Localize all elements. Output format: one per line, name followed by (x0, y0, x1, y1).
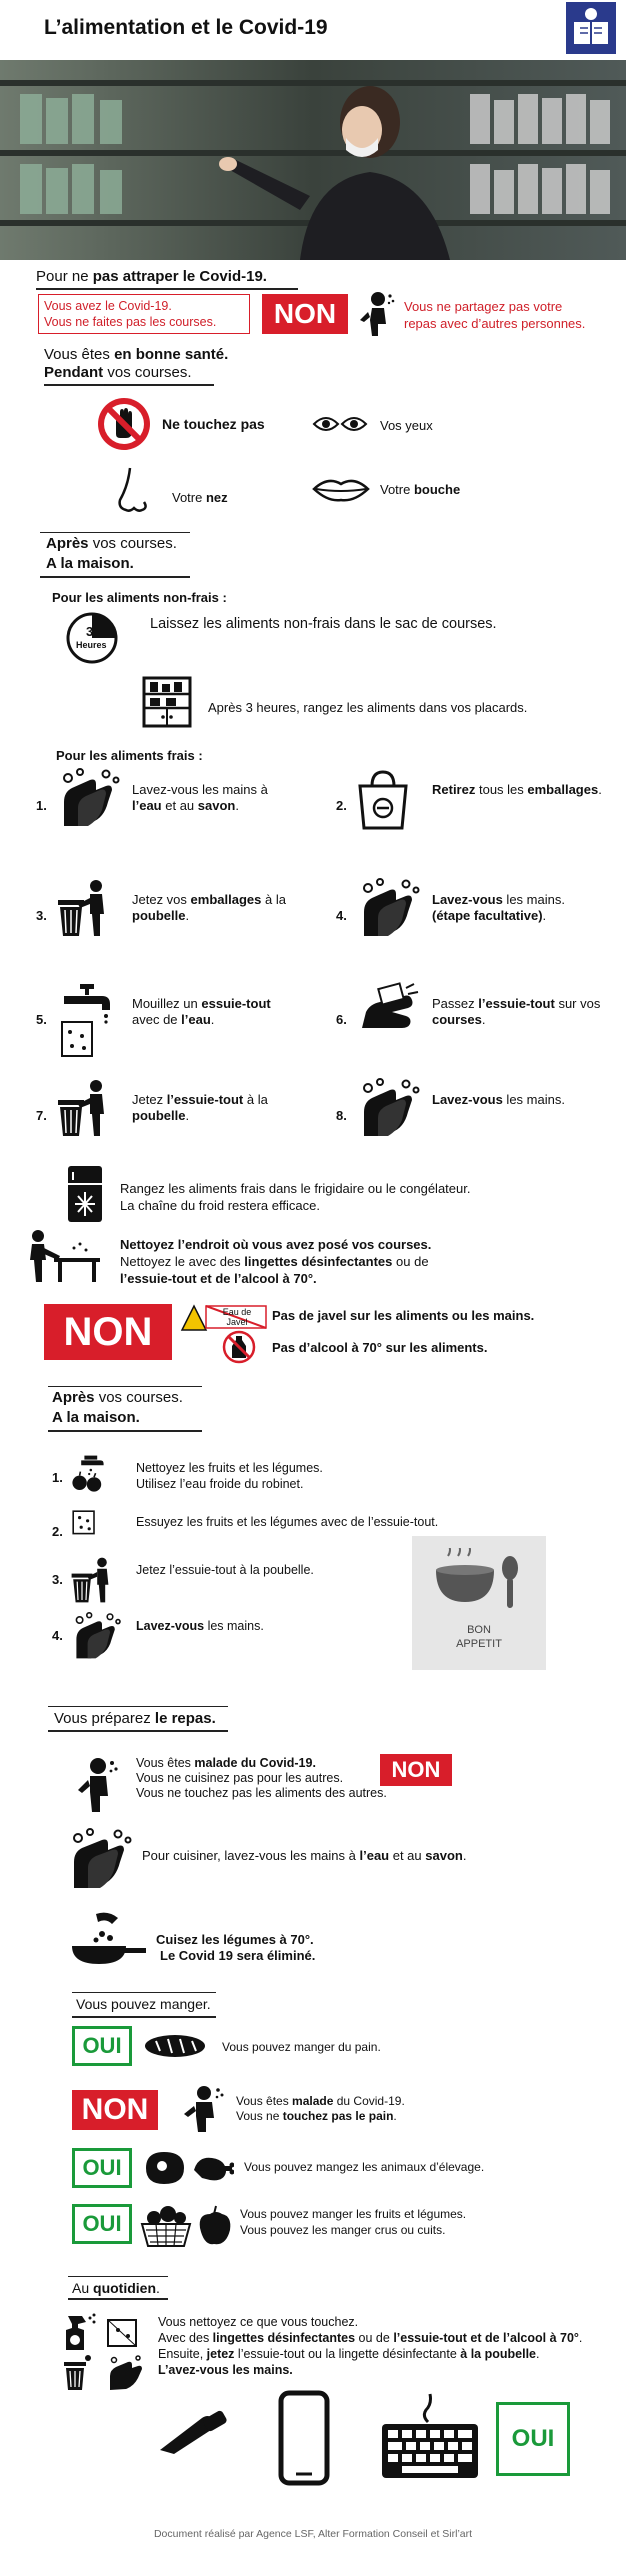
step-number: 2. (52, 1524, 63, 1539)
meat-icon (142, 2148, 234, 2188)
trash-bin-icon (70, 1556, 113, 1604)
non-badge: NON (262, 294, 348, 334)
eat-fruit-text (240, 2206, 466, 2238)
faucet-icon (56, 982, 116, 1058)
step-text-bold2: emballages (527, 782, 599, 797)
paper-towel-icon (70, 1508, 99, 1537)
red-right-line2: repas avec d’autres personnes. (404, 316, 586, 331)
after2-step-line1-text: les mains. (204, 1619, 264, 1633)
red-right-line1: Vous ne partagez pas votre (404, 299, 563, 314)
wipe-hand-icon (356, 982, 420, 1032)
step-text-bold2: courses (432, 1012, 482, 1027)
oui-badge-bread: OUI (72, 2026, 132, 2066)
step-text (132, 1092, 292, 1124)
eat-sick-post: du Covid-19. (333, 2094, 405, 2108)
step-text-pre: Passez (432, 996, 479, 1011)
step-text (132, 996, 292, 1028)
supermarket-shopper-photo (0, 60, 626, 260)
after1-title-bold: Après (46, 535, 89, 552)
step-number: 4. (336, 908, 347, 923)
red-right-text (404, 298, 585, 332)
page-title: L’alimentation et le Covid-19 (44, 16, 328, 39)
intro-title-underline (36, 288, 298, 290)
spray-bottle-icon (60, 2312, 100, 2352)
meal-cook-pre: Pour cuisiner, lavez-vous les mains à (142, 1848, 360, 1863)
bon-appetit-line2: APPETIT (456, 1638, 502, 1650)
fruit-washing-icon (70, 1454, 110, 1492)
eat-sick-line2-post: . (393, 2109, 397, 2123)
nose-icon (116, 466, 150, 516)
step-text (432, 1092, 602, 1108)
meal-veg-line1: Cuisez les légumes à 70°. (156, 1932, 314, 1947)
cleaning-table-icon (26, 1228, 104, 1284)
oui-badge-meat: OUI (72, 2148, 132, 2188)
step-text (432, 892, 602, 924)
meal-cook-bold1: l’eau (359, 1848, 390, 1863)
step-text-mid: et au (161, 798, 198, 813)
step-text-bold2: (étape facultative) (432, 908, 543, 923)
daily-line2-mid: ou de (355, 2331, 394, 2345)
clean-line1: Nettoyez l’endroit où vous avez posé vos courses. (120, 1237, 432, 1252)
bon-appetit-line1: BON (467, 1624, 491, 1636)
coughing-person-icon (180, 2084, 226, 2134)
step-text-bold1: essuie-tout (201, 996, 271, 1011)
after1-title-post: vos courses. (88, 535, 177, 552)
eat-sick-line2-bold: touchez pas le pain (282, 2109, 394, 2123)
daily-line3-mid: l’essuie-tout ou la lingette désinfectante (234, 2347, 461, 2361)
soup-bowl-icon (434, 1548, 524, 1612)
after-title-2 (52, 1388, 183, 1428)
eat-sick-pre: Vous êtes (236, 2094, 293, 2108)
after1-title2: A la maison. (46, 555, 134, 572)
eat-non-badge: NON (72, 2090, 158, 2130)
step-text-mid: tous les (475, 782, 528, 797)
eat-meat-text: Vous pouvez mangez les animaux d’élevage. (244, 2160, 485, 2174)
after2-step-line1-text: Jetez l’essuie-tout à la poubelle. (136, 1563, 314, 1577)
hand-washing-icon (70, 1612, 121, 1660)
after2-underline-b (48, 1430, 202, 1432)
after2-step-text (136, 1514, 556, 1530)
fridge-line1: Rangez les aliments frais dans le frigidaire ou le congélateur. (120, 1181, 471, 1196)
after2-title-bold: Après (52, 1389, 95, 1406)
fruit-basket-icon (138, 2200, 234, 2248)
eat-sick-line2-pre: Vous ne (236, 2109, 283, 2123)
red-left-box (38, 294, 250, 334)
fresh-title: Pour les aliments frais : (56, 748, 203, 763)
after-title-1 (46, 534, 177, 574)
stop-hand-icon (96, 396, 152, 452)
trash-bin-icon (56, 878, 110, 938)
bon-appetit-card (412, 1536, 546, 1670)
step-number: 7. (36, 1108, 47, 1123)
warning-line2: Pas d’alcool à 70° sur les aliments. (272, 1340, 488, 1355)
clean-line2-bold: lingettes désinfectantes (244, 1254, 393, 1269)
step-text-bold1: emballages (190, 892, 262, 907)
eat-fruit-line2: Vous pouvez les manger crus ou cuits. (240, 2223, 446, 2237)
clean-line2-pre: Nettoyez le avec des (120, 1254, 245, 1269)
meal-sick-line2: Vous ne cuisinez pas pour les autres. (136, 1771, 344, 1785)
hand-washing-icon (356, 1078, 420, 1138)
hand-washing-icon (356, 878, 420, 938)
step-text-bold1: Lavez-vous (432, 1092, 503, 1107)
after2-step-line1 (136, 1460, 556, 1476)
clock-icon (66, 612, 118, 664)
eat-underline-a (72, 1992, 216, 1993)
nonfresh-text: Laissez les aliments non-frais dans le sac de courses. (150, 616, 497, 632)
step-text-mid: les mains. (502, 1092, 565, 1107)
after1-underline-b (40, 576, 190, 578)
after2-step-line1-text: Essuyez les fruits et les légumes avec de l’essuie-tout. (136, 1515, 439, 1529)
daily-title (72, 2280, 160, 2296)
step-text-mid: sur vos (554, 996, 601, 1011)
step-number: 8. (336, 1108, 347, 1123)
nose-label-pre: Votre (172, 490, 206, 505)
health-line1-bold: en bonne santé. (114, 346, 229, 363)
meal-cook-text (142, 1848, 466, 1863)
mouth-label (380, 482, 460, 497)
step-number: 2. (336, 798, 347, 813)
header (0, 0, 626, 60)
eat-sick-bold: malade (292, 2094, 334, 2108)
after2-step-line1-text: Nettoyez les fruits et les légumes. (136, 1461, 323, 1475)
warning-line1: Pas de javel sur les aliments ou les mains. (272, 1308, 535, 1323)
daily-title-post: . (156, 2280, 160, 2296)
mouth-label-bold: bouche (413, 482, 461, 497)
after2-step-text (136, 1460, 556, 1492)
red-left-line1: Vous avez le Covid-19. (44, 299, 172, 313)
meal-sick-pre: Vous êtes (136, 1756, 195, 1770)
step-text-bold2: poubelle (132, 1108, 186, 1123)
meal-veg-line2: Le Covid 19 sera éliminé. (160, 1948, 316, 1963)
eat-title: Vous pouvez manger. (76, 1996, 211, 2012)
step-number: 5. (36, 1012, 47, 1027)
health-line1-pre: Vous êtes (44, 346, 115, 363)
daily-line1: Vous nettoyez ce que vous touchez. (158, 2315, 359, 2329)
red-left-line2: Vous ne faites pas les courses. (44, 315, 217, 329)
step-text-bold2: poubelle (132, 908, 186, 923)
daily-underline-a (68, 2276, 168, 2277)
trash-bin-icon (60, 2354, 94, 2392)
nonfresh-title: Pour les aliments non-frais : (52, 590, 227, 605)
after2-step-line1-bold: Lavez-vous (136, 1619, 205, 1633)
step-text-mid: à la (243, 1092, 268, 1107)
no-touch-label: Ne touchez pas (162, 416, 265, 432)
step-text-post: . (235, 798, 239, 813)
warning-non-badge: NON (44, 1304, 172, 1360)
health-line2-post: vos courses. (103, 364, 192, 381)
health-line2-bold: Pendant (44, 364, 104, 381)
daily-title-bold: quotidien (93, 2280, 157, 2296)
step-text-bold2: l’eau (181, 1012, 211, 1027)
nose-label (172, 490, 228, 505)
cooking-pan-icon (66, 1910, 146, 1970)
after2-title2: A la maison. (52, 1409, 140, 1426)
mouth-label-pre: Votre (380, 482, 414, 497)
hand-washing-icon (64, 1826, 134, 1892)
step-number: 4. (52, 1628, 63, 1643)
javel-tag: Eau de Javel (222, 1307, 252, 1327)
hand-washing-icon (104, 2354, 144, 2392)
meal-sick-text (136, 1756, 387, 1801)
mouth-icon (312, 476, 370, 502)
step-text-bold2: savon (197, 798, 236, 813)
bleach-warning-icon (180, 1302, 270, 1332)
easy-to-read-logo-icon (566, 2, 616, 54)
daily-underline-b (68, 2298, 168, 2300)
meal-veg-text (156, 1932, 315, 1964)
eat-bread-text: Vous pouvez manger du pain. (222, 2040, 381, 2054)
nose-label-bold: nez (205, 490, 228, 505)
daily-title-pre: Au (72, 2280, 94, 2296)
hand-washing-icon (56, 768, 120, 828)
meal-sick-line3: Vous ne touchez pas les aliments des autres. (136, 1786, 387, 1800)
intro-title-pre: Pour ne (36, 268, 93, 285)
daily-line2-post: . (578, 2331, 583, 2345)
after2-step-line2: Utilisez l’eau froide du robinet. (136, 1477, 304, 1491)
trash-bin-icon (56, 1078, 110, 1138)
eyes-icon (312, 412, 368, 436)
phone-icon (278, 2390, 330, 2486)
coughing-person-icon (356, 290, 396, 338)
eat-underline-b (72, 2016, 216, 2018)
eat-sick-text (236, 2094, 405, 2124)
after1-underline-a (40, 532, 190, 533)
step-text-mid: avec de (132, 1012, 182, 1027)
step-text-post: . (185, 1108, 190, 1123)
after2-title-post: vos courses. (94, 1389, 183, 1406)
fridge-line2: La chaîne du froid restera efficace. (120, 1198, 320, 1213)
meal-non-badge: NON (380, 1754, 452, 1786)
step-number: 3. (52, 1572, 63, 1587)
step-text-post: . (185, 908, 190, 923)
health-title (44, 346, 228, 382)
no-alcohol-icon (222, 1330, 256, 1364)
coughing-person-icon (74, 1756, 120, 1814)
intro-title (36, 268, 267, 285)
clean-line2-post: ou de (392, 1254, 429, 1269)
meal-cook-post: . (462, 1848, 467, 1863)
clock-label: Heures (76, 640, 107, 650)
step-text (432, 996, 602, 1028)
daily-line3-bold1: jetez (206, 2347, 235, 2361)
meal-underline-b (48, 1730, 228, 1732)
step-text-bold1: Retirez (432, 782, 476, 797)
meal-title (54, 1710, 216, 1727)
cupboard-icon (142, 676, 192, 730)
step-text-post: . (598, 782, 602, 797)
health-underline (44, 384, 214, 386)
step-text-pre: Jetez vos (132, 892, 191, 907)
clock-number: 3 (86, 624, 94, 639)
step-text-post: . (542, 908, 547, 923)
step-text-pre: Mouillez un (132, 996, 202, 1011)
fridge-icon (66, 1164, 104, 1224)
shopping-bag-icon (356, 768, 410, 830)
step-text-mid: à la (261, 892, 286, 907)
keyboard-icon (378, 2392, 482, 2482)
step-text-bold1: Lavez-vous (432, 892, 503, 907)
step-number: 6. (336, 1012, 347, 1027)
step-text-bold1: l’essuie-tout (166, 1092, 244, 1107)
step-text-bold1: l’eau (132, 798, 162, 813)
step-text-post: . (481, 1012, 486, 1027)
clean-line3: l’essuie-tout et de l’alcool à 70°. (120, 1271, 317, 1286)
meal-sick-bold: malade du Covid-19. (194, 1756, 316, 1770)
bread-icon (144, 2034, 206, 2058)
daily-line3-post: . (536, 2347, 540, 2361)
meal-cook-mid: et au (389, 1848, 426, 1863)
after2-underline-a (48, 1386, 202, 1387)
step-text-mid: les mains. (502, 892, 565, 907)
daily-line3-bold2: à la poubelle (460, 2347, 536, 2361)
daily-text (158, 2314, 608, 2378)
step-text (132, 892, 292, 924)
eyes-label: Vos yeux (380, 418, 433, 433)
daily-line2-bold2: l’essuie-tout et de l’alcool à 70° (393, 2331, 579, 2345)
meal-title-pre: Vous préparez (54, 1710, 155, 1727)
step-text-bold1: l’essuie-tout (478, 996, 555, 1011)
step-number: 1. (52, 1470, 63, 1485)
step-text (132, 782, 292, 814)
daily-line2-bold1: lingettes désinfectantes (212, 2331, 356, 2345)
eat-fruit-line1: Vous pouvez manger les fruits et légumes. (240, 2207, 467, 2221)
oui-badge-fruit: OUI (72, 2204, 132, 2244)
daily-oui-badge: OUI (496, 2402, 570, 2476)
step-number: 1. (36, 798, 47, 813)
step-text (432, 782, 602, 798)
step-text-pre: Jetez (132, 1092, 167, 1107)
fridge-text (120, 1180, 470, 1214)
door-handle-icon (156, 2410, 228, 2456)
step-number: 3. (36, 908, 47, 923)
paper-towel-icon (104, 2316, 140, 2350)
daily-line2-pre: Avec des (158, 2331, 213, 2345)
intro-title-bold: pas attraper le Covid-19. (92, 268, 267, 285)
clean-text (120, 1236, 431, 1287)
cupboard-text: Après 3 heures, rangez les aliments dans vos placards. (208, 700, 528, 715)
daily-line4: L’avez-vous les mains. (158, 2363, 293, 2377)
step-text-post: . (210, 1012, 215, 1027)
meal-underline-a (48, 1706, 228, 1707)
meal-title-bold: le repas. (154, 1710, 216, 1727)
daily-line3-pre: Ensuite, (158, 2347, 207, 2361)
step-text-pre: Lavez-vous les mains à (132, 782, 268, 797)
after2-step-line1 (136, 1514, 556, 1530)
meal-cook-bold2: savon (425, 1848, 463, 1863)
footer-credit: Document réalisé par Agence LSF, Alter Formation Conseil et Sirl’art (153, 2528, 473, 2540)
